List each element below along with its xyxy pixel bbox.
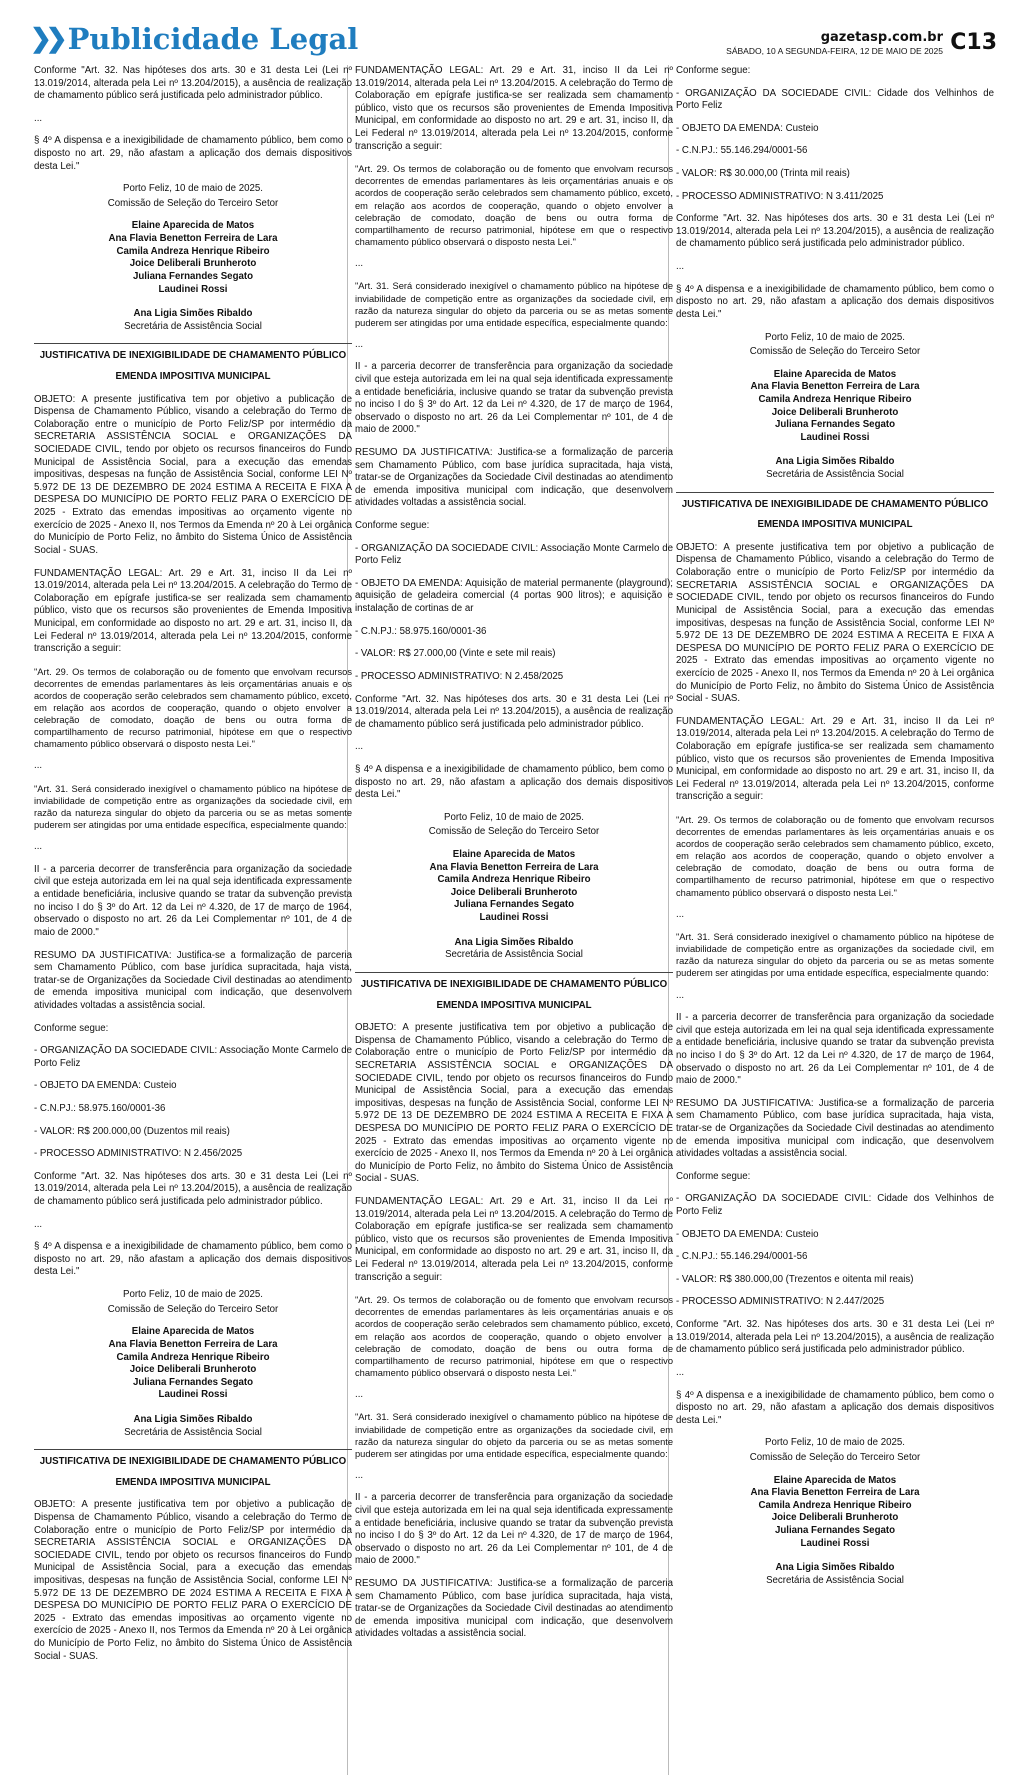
signatories	[676, 369, 994, 445]
secretary-role: Secretária de Assistência Social	[124, 1426, 262, 1438]
ellipsis: ...	[34, 841, 43, 853]
paragraph: RESUMO DA JUSTIFICATIVA: Justifica-se a formalização de parceria sem Chamamento Público, com base jurídica supracitada, haja vista, tratar-se de Organizações da Sociedade Civil destinadas ao atendimento de emenda impositiva municipal com indicação, que desenvolvem atividades voltadas a assistência social.	[355, 447, 673, 509]
paragraph: - PROCESSO ADMINISTRATIVO: N 3.411/2025	[676, 190, 884, 202]
paragraph: OBJETO: A presente justificativa tem por objetivo a publicação de Dispensa de Chamamento Público, visando a celebração do Termo de Colaboração entre o município de Porto Feliz/SP por intermédio da SECRETARIA ASSISTÊNCIA SOCIAL e ORGANIZAÇÕES DA SOCIEDADE CIVIL, tendo por objeto os recursos financeiros do Fundo Municipal de Assistência Social, para a execução das emendas impositivas, despesas na função de Assistência Social, conforme LEI Nº 5.972 DE 13 DE DEZEMBRO DE 2024 ESTIMA A RECEITA E FIXA A DESPESA DO MUNICÍPIO DE PORTO FELIZ PARA O EXERCÍCIO DE 2025 - Extrato das emendas impositivas ao orçamento vigente no exercício de 2025 - Anexo II, nos Termos da Emenda nº 20 à Lei orgânica do Município de Porto Feliz, no âmbito do Sistema Único de Assistência Social - SUAS.	[34, 1499, 352, 1662]
edition-date: SÁBADO, 10 A SEGUNDA-FEIRA, 12 DE MAIO DE 2025	[726, 46, 943, 56]
paragraph: - PROCESSO ADMINISTRATIVO: N 2.447/2025	[676, 1296, 885, 1308]
signature-place-date: Comissão de Seleção do Terceiro Setor	[749, 1451, 921, 1463]
signature-place-date: Comissão de Seleção do Terceiro Setor	[107, 1303, 279, 1315]
paragraph: - ORGANIZAÇÃO DA SOCIEDADE CIVIL: Cidade dos Velhinhos de Porto Feliz	[676, 87, 994, 112]
secretary-signature	[34, 308, 352, 333]
paragraph: - OBJETO DA EMENDA: Custeio	[676, 1228, 819, 1240]
column-1	[34, 65, 352, 1673]
paragraph: II - a parceria decorrer de transferência para organização da sociedade civil que esteja autorizada em lei na qual seja identificada expressamente a entidade beneficiária, inclusive quando se tratar da subvenção prevista no inciso I do § 3º do Art. 12 da Lei nº 4.320, de 17 de março de 1964, observado o disposto no art. 26 da Lei Complementar nº 101, de 4 de maio de 2000."	[355, 1492, 673, 1567]
paragraph: - PROCESSO ADMINISTRATIVO: N 2.456/2025	[34, 1148, 243, 1160]
signatory-name: Joice Deliberali Brunheroto	[129, 258, 257, 270]
signatory-name: Joice Deliberali Brunheroto	[450, 886, 578, 898]
paragraph: Conforme "Art. 32. Nas hipóteses dos arts. 30 e 31 desta Lei (Lei nº 13.019/2014, alterada pela Lei nº 13.204/2015), a ausência de realização de chamamento público será justificada pelo administrador público.	[355, 693, 673, 730]
signature-place-date: Comissão de Seleção do Terceiro Setor	[107, 197, 279, 209]
paragraph: - VALOR: R$ 200.000,00 (Duzentos mil reais)	[34, 1125, 230, 1137]
paragraph: RESUMO DA JUSTIFICATIVA: Justifica-se a formalização de parceria sem Chamamento Público, com base jurídica supracitada, haja vista, tratar-se de Organizações da Sociedade Civil destinadas ao atendimento de emenda impositiva municipal com indicação, que desenvolvem atividades voltadas a assistência social.	[34, 949, 352, 1011]
signatory-name: Juliana Fernandes Segato	[132, 1376, 254, 1388]
signatory-name: Camila Andreza Henrique Ribeiro	[116, 245, 270, 257]
double-chevron-icon: ❯❯	[30, 24, 62, 54]
paragraph: "Art. 31. Será considerado inexigível o chamamento público na hipótese de inviabilidade de competição entre as organizações da sociedade civil, em razão da natureza singular do objeto da parceria ou se as metas somente puderem ser atingidas por uma entidade específica, especialmente quando:	[676, 932, 994, 979]
paragraph: § 4º A dispensa e a inexigibilidade de chamamento público, bem como o disposto no art. 29, não afastam a aplicação dos demais dispositivos desta Lei."	[34, 1241, 352, 1278]
page-header	[0, 0, 1011, 62]
paragraph: FUNDAMENTAÇÃO LEGAL: Art. 29 e Art. 31, inciso II da Lei nº 13.019/2014, alterada pela Lei nº 13.204/2015. A celebração do Termo de Colaboração em epígrafe justifica-se ser realizada sem chamamento público, visto que os recursos são provenientes de Emenda Impositiva Municipal, em conformidade ao disposto no art. 29 e art. 31, inciso II, da Lei Federal nº 13.019/2014, alterada pela Lei nº 13.204/2015, conforme transcrição a seguir:	[34, 567, 352, 655]
paragraph: - VALOR: R$ 27.000,00 (Vinte e sete mil reais)	[355, 648, 556, 660]
paragraph: § 4º A dispensa e a inexigibilidade de chamamento público, bem como o disposto no art. 29, não afastam a aplicação dos demais dispositivos desta Lei."	[355, 763, 673, 801]
signatory-name: Ana Flavia Benetton Ferreira de Lara	[429, 861, 599, 873]
paragraph: II - a parceria decorrer de transferência para organização da sociedade civil que esteja autorizada em lei na qual seja identificada expressamente a entidade beneficiária, inclusive quando se tratar da subvenção prevista no inciso I do § 3º do Art. 12 da Lei nº 4.320, de 17 de março de 1964, observado o disposto no art. 26 da Lei Complementar nº 101, de 4 de maio de 2000."	[355, 361, 673, 436]
paragraph: "Art. 29. Os termos de colaboração ou de fomento que envolvam recursos decorrentes de emendas parlamentares às leis orçamentárias anuais e os acordos de cooperação serão celebrados sem chamamento público, exceto, em relação aos acordos de cooperação, quando o objeto envolver a celebração de comodato, doação de bens ou outra forma de compartilhamento de recurso patrimonial, hipótese em que o respectivo chamamento público observará o disposto nesta Lei."	[355, 1295, 673, 1378]
paragraph: RESUMO DA JUSTIFICATIVA: Justifica-se a formalização de parceria sem Chamamento Público, com base jurídica supracitada, haja vista, tratar-se de Organizações da Sociedade Civil destinadas ao atendimento de emenda impositiva municipal com indicação, que desenvolvem atividades voltadas a assistência social.	[355, 1578, 673, 1640]
paragraph: - OBJETO DA EMENDA: Aquisição de material permanente (playground); aquisição de geladeira comercial (4 portas 900 litros); e aquisição e instalação de cortinas de ar	[355, 577, 673, 615]
signatory-name: Ana Flavia Benetton Ferreira de Lara	[750, 381, 920, 393]
signatory-name: Joice Deliberali Brunheroto	[771, 406, 899, 418]
paragraph: Conforme "Art. 32. Nas hipóteses dos arts. 30 e 31 desta Lei (Lei nº 13.019/2014, alterada pela Lei nº 13.204/2015), a ausência de realização de chamamento público será justificada pelo administrador público.	[676, 1319, 994, 1356]
column-3	[676, 65, 994, 1597]
paragraph: Conforme "Art. 32. Nas hipóteses dos arts. 30 e 31 desta Lei (Lei nº 13.019/2014, alterada pela Lei nº 13.204/2015), a ausência de realização de chamamento público será justificada pelo administrador público.	[676, 213, 994, 250]
paragraph: Conforme segue:	[676, 65, 751, 76]
signatory-name: Elaine Aparecida de Matos	[131, 1326, 255, 1338]
paragraph: FUNDAMENTAÇÃO LEGAL: Art. 29 e Art. 31, inciso II da Lei nº 13.019/2014, alterada pela Lei nº 13.204/2015. A celebração do Termo de Colaboração em epígrafe justifica-se ser realizada sem chamamento público, visto que os recursos são provenientes de Emenda Impositiva Municipal, em conformidade ao disposto no art. 29 e art. 31, inciso II, da Lei Federal nº 13.019/2014, alterada pela Lei nº 13.204/2015, conforme transcrição a seguir:	[355, 65, 673, 152]
secretary-role: Secretária de Assistência Social	[445, 949, 583, 961]
ellipsis: ...	[676, 1366, 685, 1378]
signatory-name: Juliana Fernandes Segato	[132, 270, 254, 282]
paragraph: II - a parceria decorrer de transferência para organização da sociedade civil que esteja autorizada em lei na qual seja identificada expressamente a entidade beneficiária, inclusive quando se tratar da subvenção prevista no inciso I do § 3º do Art. 12 da Lei nº 4.320, de 17 de março de 1964, observado o disposto no art. 26 da Lei Complementar nº 101, de 4 de maio de 2000."	[676, 1012, 994, 1087]
paragraph: "Art. 29. Os termos de colaboração ou de fomento que envolvam recursos decorrentes de emendas parlamentares às leis orçamentárias anuais e os acordos de cooperação serão celebrados sem chamamento público, exceto, em relação aos acordos de cooperação, quando o objeto envolver a celebração de comodato, doação de bens ou outra forma de compartilhamento de recurso patrimonial, hipótese em que o respectivo chamamento público observará o disposto nesta Lei."	[34, 666, 352, 750]
paragraph: - ORGANIZAÇÃO DA SOCIEDADE CIVIL: Associação Monte Carmelo de Porto Feliz	[355, 542, 673, 567]
secretary-signature	[676, 1562, 994, 1587]
paragraph: "Art. 31. Será considerado inexigível o chamamento público na hipótese de inviabilidade de competição entre as organizações da sociedade civil, em razão da natureza singular do objeto da parceria ou se as metas somente puderem ser atingidas por uma entidade específica, especialmente quando:	[34, 783, 352, 831]
ellipsis: ...	[355, 338, 364, 350]
paragraph: - VALOR: R$ 30.000,00 (Trinta mil reais)	[676, 168, 850, 180]
signature-place-date: Porto Feliz, 10 de maio de 2025.	[764, 331, 905, 343]
secretary-signature	[34, 1414, 352, 1439]
paragraph: Conforme segue:	[676, 1170, 751, 1182]
notice-heading: JUSTIFICATIVA DE INEXIGIBILIDADE DE CHAMAMENTO PÚBLICO	[676, 492, 994, 512]
signatory-name: Elaine Aparecida de Matos	[131, 220, 255, 232]
section-title-text: Publicidade Legal	[67, 22, 359, 56]
signature-place-date: Comissão de Seleção do Terceiro Setor	[749, 346, 921, 358]
secretary-signature	[676, 456, 994, 481]
signatory-name: Elaine Aparecida de Matos	[452, 849, 576, 861]
signatory-name: Elaine Aparecida de Matos	[773, 1474, 897, 1486]
signatory-name: Laudinei Rossi	[479, 912, 549, 924]
signatories	[34, 1326, 352, 1402]
signatory-name: Laudinei Rossi	[800, 1537, 870, 1549]
secretary-name: Ana Ligia Simões Ribaldo	[775, 456, 895, 468]
secretary-name: Ana Ligia Simões Ribaldo	[775, 1562, 895, 1574]
column-2	[355, 65, 673, 1651]
ellipsis: ...	[676, 989, 685, 1001]
signatory-name: Joice Deliberali Brunheroto	[771, 1512, 899, 1524]
secretary-name: Ana Ligia Simões Ribaldo	[133, 308, 253, 320]
paragraph: RESUMO DA JUSTIFICATIVA: Justifica-se a formalização de parceria sem Chamamento Público, com base jurídica supracitada, haja vista, tratar-se de Organizações da Sociedade Civil destinadas ao atendimento de emenda impositiva municipal com indicação, que desenvolvem atividades voltadas a assistência social.	[676, 1097, 994, 1160]
paragraph: - C.N.PJ.: 58.975.160/0001-36	[355, 625, 487, 637]
paragraph: - C.N.PJ.: 55.146.294/0001-56	[676, 1251, 808, 1263]
paragraph: "Art. 31. Será considerado inexigível o chamamento público na hipótese de inviabilidade de competição entre as organizações da sociedade civil, em razão da natureza singular do objeto da parceria ou se as metas somente puderem ser atingidas por uma entidade específica, especialmente quando:	[355, 281, 673, 328]
paragraph: FUNDAMENTAÇÃO LEGAL: Art. 29 e Art. 31, inciso II da Lei nº 13.019/2014, alterada pela Lei nº 13.204/2015. A celebração do Termo de Colaboração em epígrafe justifica-se ser realizada sem chamamento público, visto que os recursos são provenientes de Emenda Impositiva Municipal, em conformidade ao disposto no art. 29 e art. 31, inciso II, da Lei Federal nº 13.019/2014, alterada pela Lei nº 13.204/2015, conforme transcrição a seguir:	[355, 1196, 673, 1283]
signatory-name: Camila Andreza Henrique Ribeiro	[758, 393, 912, 405]
signatory-name: Juliana Fernandes Segato	[774, 1525, 896, 1536]
signatory-name: Juliana Fernandes Segato	[774, 419, 896, 431]
paragraph: - ORGANIZAÇÃO DA SOCIEDADE CIVIL: Associação Monte Carmelo de Porto Feliz	[34, 1045, 352, 1069]
paragraph: § 4º A dispensa e a inexigibilidade de chamamento público, bem como o disposto no art. 29, não afastam a aplicação dos demais dispositivos desta Lei."	[34, 135, 352, 172]
paragraph: Conforme segue:	[355, 520, 430, 532]
paragraph: - VALOR: R$ 380.000,00 (Trezentos e oitenta mil reais)	[676, 1273, 914, 1285]
signature-place-date: Porto Feliz, 10 de maio de 2025.	[443, 811, 584, 823]
paragraph: Conforme "Art. 32. Nas hipóteses dos arts. 30 e 31 desta Lei (Lei nº 13.019/2014, alterada pela Lei nº 13.204/2015), a ausência de realização de chamamento público será justificada pelo administrador público.	[34, 65, 352, 102]
signatory-name: Juliana Fernandes Segato	[453, 899, 575, 911]
ellipsis: ...	[355, 741, 364, 753]
signatory-name: Ana Flavia Benetton Ferreira de Lara	[108, 1338, 278, 1350]
ellipsis: ...	[34, 1218, 43, 1230]
paragraph: - C.N.PJ.: 58.975.160/0001-36	[34, 1102, 166, 1114]
paragraph: Conforme segue:	[34, 1022, 109, 1034]
paragraph: OBJETO: A presente justificativa tem por objetivo a publicação de Dispensa de Chamamento Público, visando a celebração do Termo de Colaboração entre o município de Porto Feliz/SP por intermédio da SECRETARIA ASSISTÊNCIA SOCIAL e ORGANIZAÇÕES DA SOCIEDADE CIVIL, tendo por objeto os recursos financeiros do Fundo Municipal de Assistência Social, para a execução das emendas impositivas, despesas na função de Assistência Social, conforme LEI Nº 5.972 DE 13 DE DEZEMBRO DE 2024 ESTIMA A RECEITA E FIXA A DESPESA DO MUNICÍPIO DE PORTO FELIZ PARA O EXERCÍCIO DE 2025 - Extrato das emendas impositivas ao orçamento vigente no exercício de 2025 - Anexo II, nos Termos da Emenda nº 20 à Lei orgânica do Município de Porto Feliz, no âmbito do Sistema Único de Assistência Social - SUAS.	[676, 541, 994, 705]
signatory-name: Ana Flavia Benetton Ferreira de Lara	[108, 233, 278, 245]
ellipsis: ...	[34, 760, 43, 772]
secretary-role: Secretária de Assistência Social	[124, 320, 262, 332]
ellipsis: ...	[34, 112, 43, 124]
signatory-name: Camila Andreza Henrique Ribeiro	[116, 1351, 270, 1363]
signatory-name: Laudinei Rossi	[800, 431, 870, 443]
ellipsis: ...	[355, 257, 364, 269]
paragraph: "Art. 31. Será considerado inexigível o chamamento público na hipótese de inviabilidade de competição entre as organizações da sociedade civil, em razão da natureza singular do objeto da parceria ou se as metas somente puderem ser atingidas por uma entidade específica, especialmente quando:	[355, 1412, 673, 1459]
signatories	[355, 849, 673, 925]
paragraph: § 4º A dispensa e a inexigibilidade de chamamento público, bem como o disposto no art. 29, não afastam a aplicação dos demais dispositivos desta Lei."	[676, 283, 994, 320]
signature-place-date: Porto Feliz, 10 de maio de 2025.	[122, 183, 263, 195]
paragraph: II - a parceria decorrer de transferência para organização da sociedade civil que esteja autorizada em lei na qual seja identificada expressamente a entidade beneficiária, inclusive quando se tratar da subvenção prevista no inciso I do § 3º do Art. 12 da Lei nº 4.320, de 17 de março de 1964, observado o disposto no art. 26 da Lei Complementar nº 101, de 4 de maio de 2000."	[34, 863, 352, 938]
signatories	[676, 1475, 994, 1551]
ellipsis: ...	[355, 1469, 364, 1481]
ellipsis: ...	[676, 261, 685, 273]
paragraph: "Art. 29. Os termos de colaboração ou de fomento que envolvam recursos decorrentes de emendas parlamentares às leis orçamentárias anuais e os acordos de cooperação serão celebrados sem chamamento público, exceto, em relação aos acordos de cooperação, quando o objeto envolver a celebração de comodato, doação de bens ou outra forma de compartilhamento de recurso patrimonial, hipótese em que o respectivo chamamento público observará o disposto nesta Lei."	[676, 815, 994, 898]
paragraph: "Art. 29. Os termos de colaboração ou de fomento que envolvam recursos decorrentes de emendas parlamentares às leis orçamentárias anuais e os acordos de cooperação serão celebrados sem chamamento público, exceto, em relação aos acordos de cooperação, quando o objeto envolver a celebração de comodato, doação de bens ou outra forma de compartilhamento de recurso patrimonial, hipótese em que o respectivo chamamento público observará o disposto nesta Lei."	[355, 164, 673, 247]
paragraph: - PROCESSO ADMINISTRATIVO: N 2.458/2025	[355, 670, 564, 682]
secretary-role: Secretária de Assistência Social	[766, 1574, 904, 1586]
notice-heading: JUSTIFICATIVA DE INEXIGIBILIDADE DE CHAMAMENTO PÚBLICO	[34, 1449, 352, 1469]
paragraph: - C.N.PJ.: 55.146.294/0001-56	[676, 145, 808, 157]
paragraph: - OBJETO DA EMENDA: Custeio	[34, 1080, 177, 1092]
page-number: C13	[950, 30, 997, 55]
signatories	[34, 220, 352, 296]
paragraph: OBJETO: A presente justificativa tem por objetivo a publicação de Dispensa de Chamamento Público, visando a celebração do Termo de Colaboração entre o município de Porto Feliz/SP por intermédio da SECRETARIA ASSISTÊNCIA SOCIAL e ORGANIZAÇÕES DA SOCIEDADE CIVIL, tendo por objeto os recursos financeiros do Fundo Municipal de Assistência Social, para a execução das emendas impositivas, despesas na função de Assistência Social, conforme LEI Nº 5.972 DE 13 DE DEZEMBRO DE 2024 ESTIMA A RECEITA E FIXA A DESPESA DO MUNICÍPIO DE PORTO FELIZ PARA O EXERCÍCIO DE 2025 - Extrato das emendas impositivas ao orçamento vigente no exercício de 2025 - Anexo II, nos Termos da Emenda nº 20 à Lei orgânica do Município de Porto Feliz, no âmbito do Sistema Único de Assistência Social - SUAS.	[355, 1022, 673, 1185]
notice-subheading: EMENDA IMPOSITIVA MUNICIPAL	[436, 999, 592, 1011]
paragraph: § 4º A dispensa e a inexigibilidade de chamamento público, bem como o disposto no art. 29, não afastam a aplicação dos demais dispositivos desta Lei."	[676, 1389, 994, 1426]
notice-subheading: EMENDA IMPOSITIVA MUNICIPAL	[757, 519, 913, 531]
secretary-signature	[355, 937, 673, 962]
ellipsis: ...	[355, 1388, 364, 1400]
notice-subheading: EMENDA IMPOSITIVA MUNICIPAL	[115, 1476, 271, 1488]
ellipsis: ...	[676, 908, 685, 920]
signature-place-date: Porto Feliz, 10 de maio de 2025.	[764, 1437, 905, 1449]
notice-heading: JUSTIFICATIVA DE INEXIGIBILIDADE DE CHAMAMENTO PÚBLICO	[34, 343, 352, 363]
signatory-name: Camila Andreza Henrique Ribeiro	[437, 874, 591, 886]
signatory-name: Joice Deliberali Brunheroto	[129, 1364, 257, 1376]
site-url: gazetasp.com.br	[820, 30, 943, 45]
paragraph: OBJETO: A presente justificativa tem por objetivo a publicação de Dispensa de Chamamento Público, visando a celebração do Termo de Colaboração entre o município de Porto Feliz/SP por intermédio da SECRETARIA ASSISTÊNCIA SOCIAL e ORGANIZAÇÕES DA SOCIEDADE CIVIL, tendo por objeto os recursos financeiros do Fundo Municipal de Assistência Social, para a execução das emendas impositivas, despesas na função de Assistência Social, conforme LEI Nº 5.972 DE 13 DE DEZEMBRO DE 2024 ESTIMA A RECEITA E FIXA A DESPESA DO MUNICÍPIO DE PORTO FELIZ PARA O EXERCÍCIO DE 2025 - Extrato das emendas impositivas ao orçamento vigente no exercício de 2025 - Anexo II, nos Termos da Emenda nº 20 à Lei orgânica do Município de Porto Feliz, no âmbito do Sistema Único de Assistência Social - SUAS.	[34, 393, 352, 556]
paragraph: FUNDAMENTAÇÃO LEGAL: Art. 29 e Art. 31, inciso II da Lei nº 13.019/2014, alterada pela Lei nº 13.204/2015. A celebração do Termo de Colaboração em epígrafe justifica-se ser realizada sem chamamento público, visto que os recursos são provenientes de Emenda Impositiva Municipal, em conformidade ao disposto no art. 29 e art. 31, inciso II, da Lei Federal nº 13.019/2014, alterada pela Lei nº 13.204/2015, conforme transcrição a seguir:	[676, 715, 994, 803]
section-title	[30, 22, 358, 56]
paragraph: Conforme "Art. 32. Nas hipóteses dos arts. 30 e 31 desta Lei (Lei nº 13.019/2014, alterada pela Lei nº 13.204/2015), a ausência de realização de chamamento público será justificada pelo administrador público.	[34, 1170, 352, 1208]
paragraph: - OBJETO DA EMENDA: Custeio	[676, 122, 819, 134]
signatory-name: Ana Flavia Benetton Ferreira de Lara	[750, 1487, 920, 1499]
secretary-name: Ana Ligia Simões Ribaldo	[133, 1413, 253, 1425]
notice-subheading: EMENDA IMPOSITIVA MUNICIPAL	[115, 370, 271, 382]
paragraph: - ORGANIZAÇÃO DA SOCIEDADE CIVIL: Cidade dos Velhinhos de Porto Feliz	[676, 1193, 994, 1218]
signatory-name: Camila Andreza Henrique Ribeiro	[758, 1499, 912, 1511]
signature-place-date: Comissão de Seleção do Terceiro Setor	[428, 826, 600, 838]
signatory-name: Elaine Aparecida de Matos	[773, 368, 897, 380]
signature-place-date: Porto Feliz, 10 de maio de 2025.	[122, 1289, 263, 1301]
notice-heading: JUSTIFICATIVA DE INEXIGIBILIDADE DE CHAMAMENTO PÚBLICO	[355, 972, 673, 992]
secretary-role: Secretária de Assistência Social	[766, 469, 904, 481]
signatory-name: Laudinei Rossi	[158, 1389, 228, 1401]
signatory-name: Laudinei Rossi	[158, 283, 228, 295]
secretary-name: Ana Ligia Simões Ribaldo	[454, 936, 574, 948]
